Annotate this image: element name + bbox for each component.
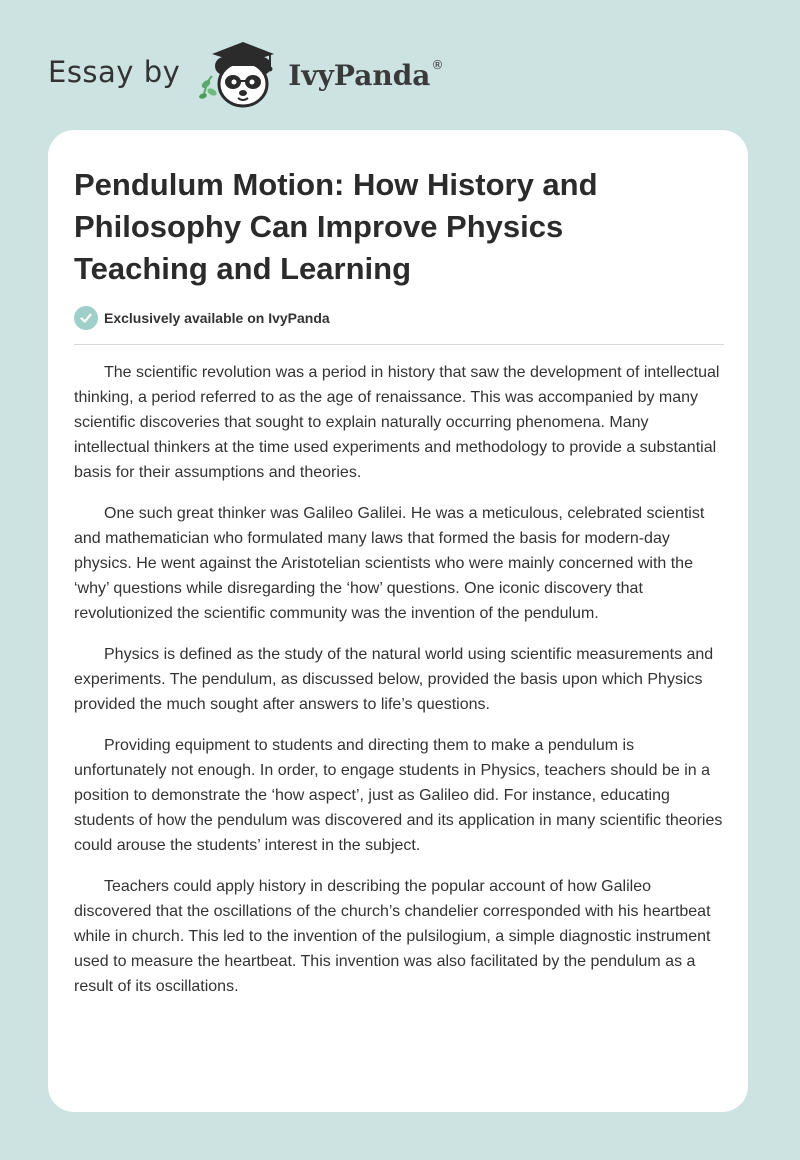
page-title: Pendulum Motion: How History and Philosophy Can Improve Physics Teaching and Learning <box>74 167 598 286</box>
panda-graduation-cap-icon <box>194 36 286 112</box>
essay-body <box>74 360 724 1015</box>
badge-label: Exclusively available on IvyPanda <box>104 310 330 326</box>
paragraph: One such great thinker was Galileo Galilei. He was a meticulous, celebrated scientist and mathematician who formulated many laws that formed the basis for modern-day physics. He went against the Aristotelian scientists who were mainly concerned with the ‘why’ questions while disregarding the ‘how’ questions. One iconic discovery that revolutionized the scientific community was the invention of the pendulum. <box>74 505 705 622</box>
paragraph: The scientific revolution was a period in history that saw the development of intellectual thinking, a period referred to as the age of renaissance. This was accompanied by many scientific discoveries that sought to explain naturally occurring phenomena. Many intellectual thinkers at the time used experiments and methodology to provide a substantial basis for their assumptions and theories. <box>74 364 720 481</box>
paragraph: Physics is defined as the study of the natural world using scientific measurements and experiments. The pendulum, as discussed below, provided the basis upon which Physics provided the much sought after answers to life’s questions. <box>74 646 714 713</box>
essay-card <box>48 130 748 1112</box>
paragraph: Teachers could apply history in describing the popular account of how Galileo discovered that the oscillations of the church’s chandelier corresponded with his heartbeat while in church. This led to the invention of the pulsilogium, a simple diagnostic instrument used to measure the heartbeat. This invention was also facilitated by the pendulum as a result of its oscillations. <box>74 878 711 995</box>
check-icon <box>74 306 98 330</box>
brand-name: IvyPanda <box>288 58 431 92</box>
registered-mark: ® <box>431 58 444 72</box>
brand-prefix: Essay by <box>48 55 181 89</box>
paragraph: Providing equipment to students and directing them to make a pendulum is unfortunately not enough. In order, to engage students in Physics, teachers should be in a position to demonstrate the ‘how aspect’, just as Galileo did. For instance, educating students of how the pendulum was discovered and its application in many scientific theories could arouse the students’ interest in the subject. <box>74 737 723 854</box>
brand-header[interactable] <box>48 36 443 112</box>
exclusive-badge <box>74 306 330 330</box>
divider <box>74 344 724 345</box>
